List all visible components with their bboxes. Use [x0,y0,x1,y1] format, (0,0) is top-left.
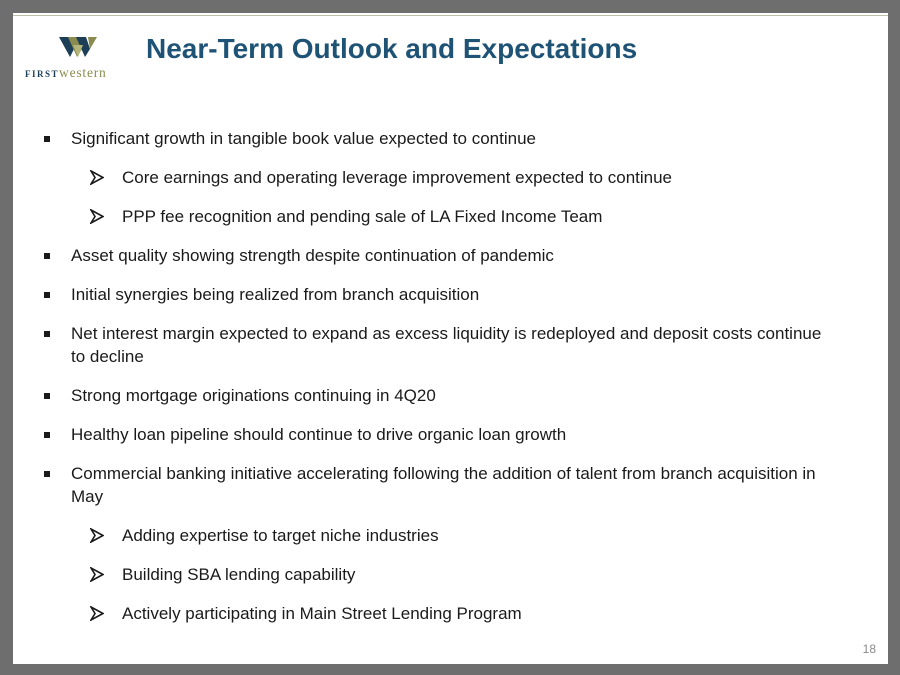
bullet-item [13,384,831,407]
square-bullet-icon [44,292,50,298]
square-bullet-icon [44,331,50,337]
bullet-text: Initial synergies being realized from branch acquisition [71,285,480,304]
logo-western: western [59,65,107,80]
logo-first: FIRST [25,69,60,79]
first-western-logo [25,35,133,81]
bullet-text: Adding expertise to target niche industries [122,526,439,545]
w-logo-icon [59,35,97,59]
square-bullet-icon [44,253,50,259]
bullet-text: Asset quality showing strength despite continuation of pandemic [71,246,554,265]
slide [13,13,888,664]
bullet-item [13,283,831,306]
bullet-item [13,322,831,368]
square-bullet-icon [44,471,50,477]
sub-bullet-item [13,524,822,547]
bullet-text: Healthy loan pipeline should continue to drive organic loan growth [71,425,567,444]
arrow-bullet-icon [90,528,104,543]
bullet-item [13,127,831,150]
bullet-text: Building SBA lending capability [122,565,356,584]
page-title: Near-Term Outlook and Expectations [146,33,638,64]
square-bullet-icon [44,432,50,438]
square-bullet-icon [44,136,50,142]
bullet-text: Strong mortgage originations continuing in 4Q20 [71,386,436,405]
square-bullet-icon [44,393,50,399]
arrow-bullet-icon [90,209,104,224]
logo-wordmark [25,66,107,81]
bullet-text: PPP fee recognition and pending sale of LA Fixed Income Team [122,207,603,226]
bullet-item [13,462,831,508]
bullet-text: Commercial banking initiative accelerating following the addition of talent from branch acquisition in May [71,464,816,506]
bullet-item [13,423,831,446]
sub-bullet-item [13,563,822,586]
bullet-item [13,244,831,267]
arrow-bullet-icon [90,606,104,621]
bullet-list [13,127,888,641]
bullet-text: Net interest margin expected to expand as excess liquidity is redeployed and deposit costs continue to decline [71,324,822,366]
bullet-text: Actively participating in Main Street Lending Program [122,604,522,623]
top-rule [13,15,888,16]
sub-bullet-item [13,602,822,625]
bullet-text: Significant growth in tangible book value expected to continue [71,129,536,148]
bullet-text: Core earnings and operating leverage improvement expected to continue [122,168,673,187]
arrow-bullet-icon [90,567,104,582]
arrow-bullet-icon [90,170,104,185]
sub-bullet-item [13,166,822,189]
page-number: 18 [862,642,876,656]
sub-bullet-item [13,205,822,228]
